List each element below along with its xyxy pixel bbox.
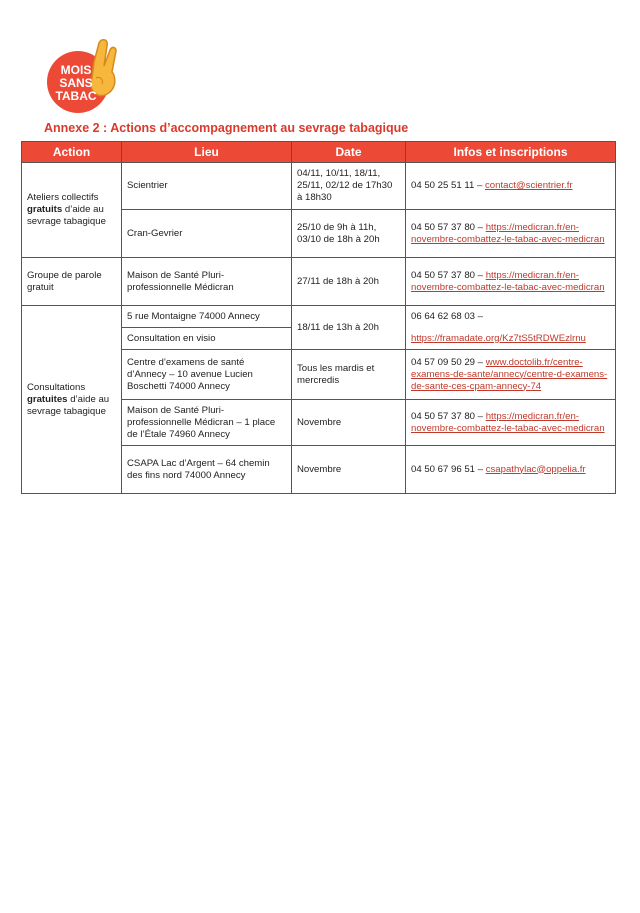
logo-graphic <box>44 36 130 116</box>
logo-line2: SANS <box>59 76 93 90</box>
lieu-cell: 5 rue Montaigne 74000 Annecy <box>122 306 292 328</box>
date-cell: 27/11 de 18h à 20h <box>292 258 406 306</box>
medicran-link[interactable]: https://medicran.fr/en-novembre-combattez-le-tabac-avec-medicran <box>411 269 605 293</box>
csapa-email-link[interactable]: csapathylac@oppelia.fr <box>485 463 586 475</box>
contact-email-link[interactable]: contact@scientrier.fr <box>484 180 573 191</box>
annex-title: Annexe 2 : Actions d’accompagnement au sevrage tabagique <box>44 121 409 135</box>
phone-number: 04 50 57 37 80 – <box>411 269 486 281</box>
phone-number: 04 50 67 96 51 – <box>411 463 486 475</box>
phone-number: 04 50 57 37 80 – <box>411 221 486 233</box>
header-infos: Infos et inscriptions <box>406 142 616 163</box>
header-lieu: Lieu <box>122 142 292 163</box>
action-text: d’aide au sevrage tabagique <box>27 204 106 227</box>
infos-cell <box>406 258 616 306</box>
action-bold-text: gratuites <box>27 393 68 405</box>
victory-hand-icon <box>91 40 116 96</box>
action-consultations <box>22 306 122 494</box>
action-groupe-de-parole: Groupe de parole gratuit <box>22 258 122 306</box>
date-cell: 25/10 de 9h à 11h, 03/10 de 18h à 20h <box>292 210 406 258</box>
medicran-link[interactable]: https://medicran.fr/en-novembre-combattez-le-tabac-avec-medicran <box>411 410 605 434</box>
action-bold-text: gratuits <box>27 204 63 215</box>
lieu-cell: CSAPA Lac d’Argent – 64 chemin des fins nord 74000 Annecy <box>122 446 292 494</box>
infos-cell <box>406 350 616 400</box>
infos-cell <box>406 210 616 258</box>
phone-number: 06 64 62 68 03 – <box>411 310 484 322</box>
support-actions-table <box>21 141 616 494</box>
lieu-cell: Maison de Santé Pluri-professionnelle Médicran – 1 place de l’Étale 74960 Annecy <box>122 400 292 446</box>
phone-number: 04 50 57 37 80 – <box>411 410 486 422</box>
table-row <box>22 306 616 328</box>
action-text: Consultations <box>27 381 86 393</box>
date-cell: Novembre <box>292 446 406 494</box>
logo-line3: TABAC <box>55 89 97 103</box>
header-date: Date <box>292 142 406 163</box>
date-cell: 04/11, 10/11, 18/11, 25/11, 02/12 de 17h30 à 18h30 <box>292 163 406 210</box>
mois-sans-tabac-logo <box>44 36 130 116</box>
infos-cell <box>406 163 616 210</box>
lieu-cell: Cran-Gevrier <box>122 210 292 258</box>
lieu-cell: Consultation en visio <box>122 328 292 350</box>
date-cell: Novembre <box>292 400 406 446</box>
medicran-link[interactable]: https://medicran.fr/en-novembre-combattez-le-tabac-avec-medicran <box>411 221 605 245</box>
infos-cell <box>406 400 616 446</box>
action-ateliers-collectifs <box>22 163 122 258</box>
phone-number: 04 57 09 50 29 – <box>411 356 486 368</box>
phone-number: 04 50 25 51 11 – <box>411 180 485 191</box>
date-cell: Tous les mardis et mercredis <box>292 350 406 400</box>
lieu-cell: Maison de Santé Pluri-professionnelle Médicran <box>122 258 292 306</box>
table-row <box>22 258 616 306</box>
framadate-link[interactable]: https://framadate.org/Kz7tS5tRDWEzlrnu <box>411 332 586 344</box>
infos-cell <box>406 306 616 350</box>
date-cell: 18/11 de 13h à 20h <box>292 306 406 350</box>
action-text: Ateliers collectifs <box>27 192 99 203</box>
infos-cell <box>406 446 616 494</box>
lieu-cell: Centre d’examens de santé d’Annecy – 10 avenue Lucien Boschetti 74000 Annecy <box>122 350 292 400</box>
table-header-row <box>22 142 616 163</box>
header-action: Action <box>22 142 122 163</box>
logo-line1: MOIS <box>60 63 92 77</box>
action-text: d’aide au sevrage tabagique <box>27 393 110 417</box>
lieu-cell: Scientrier <box>122 163 292 210</box>
table-row <box>22 163 616 210</box>
doctolib-link[interactable]: www.doctolib.fr/centre-examens-de-sante/annecy/centre-d-examens-de-sante-ces-cpam-annecy-74 <box>411 356 608 392</box>
